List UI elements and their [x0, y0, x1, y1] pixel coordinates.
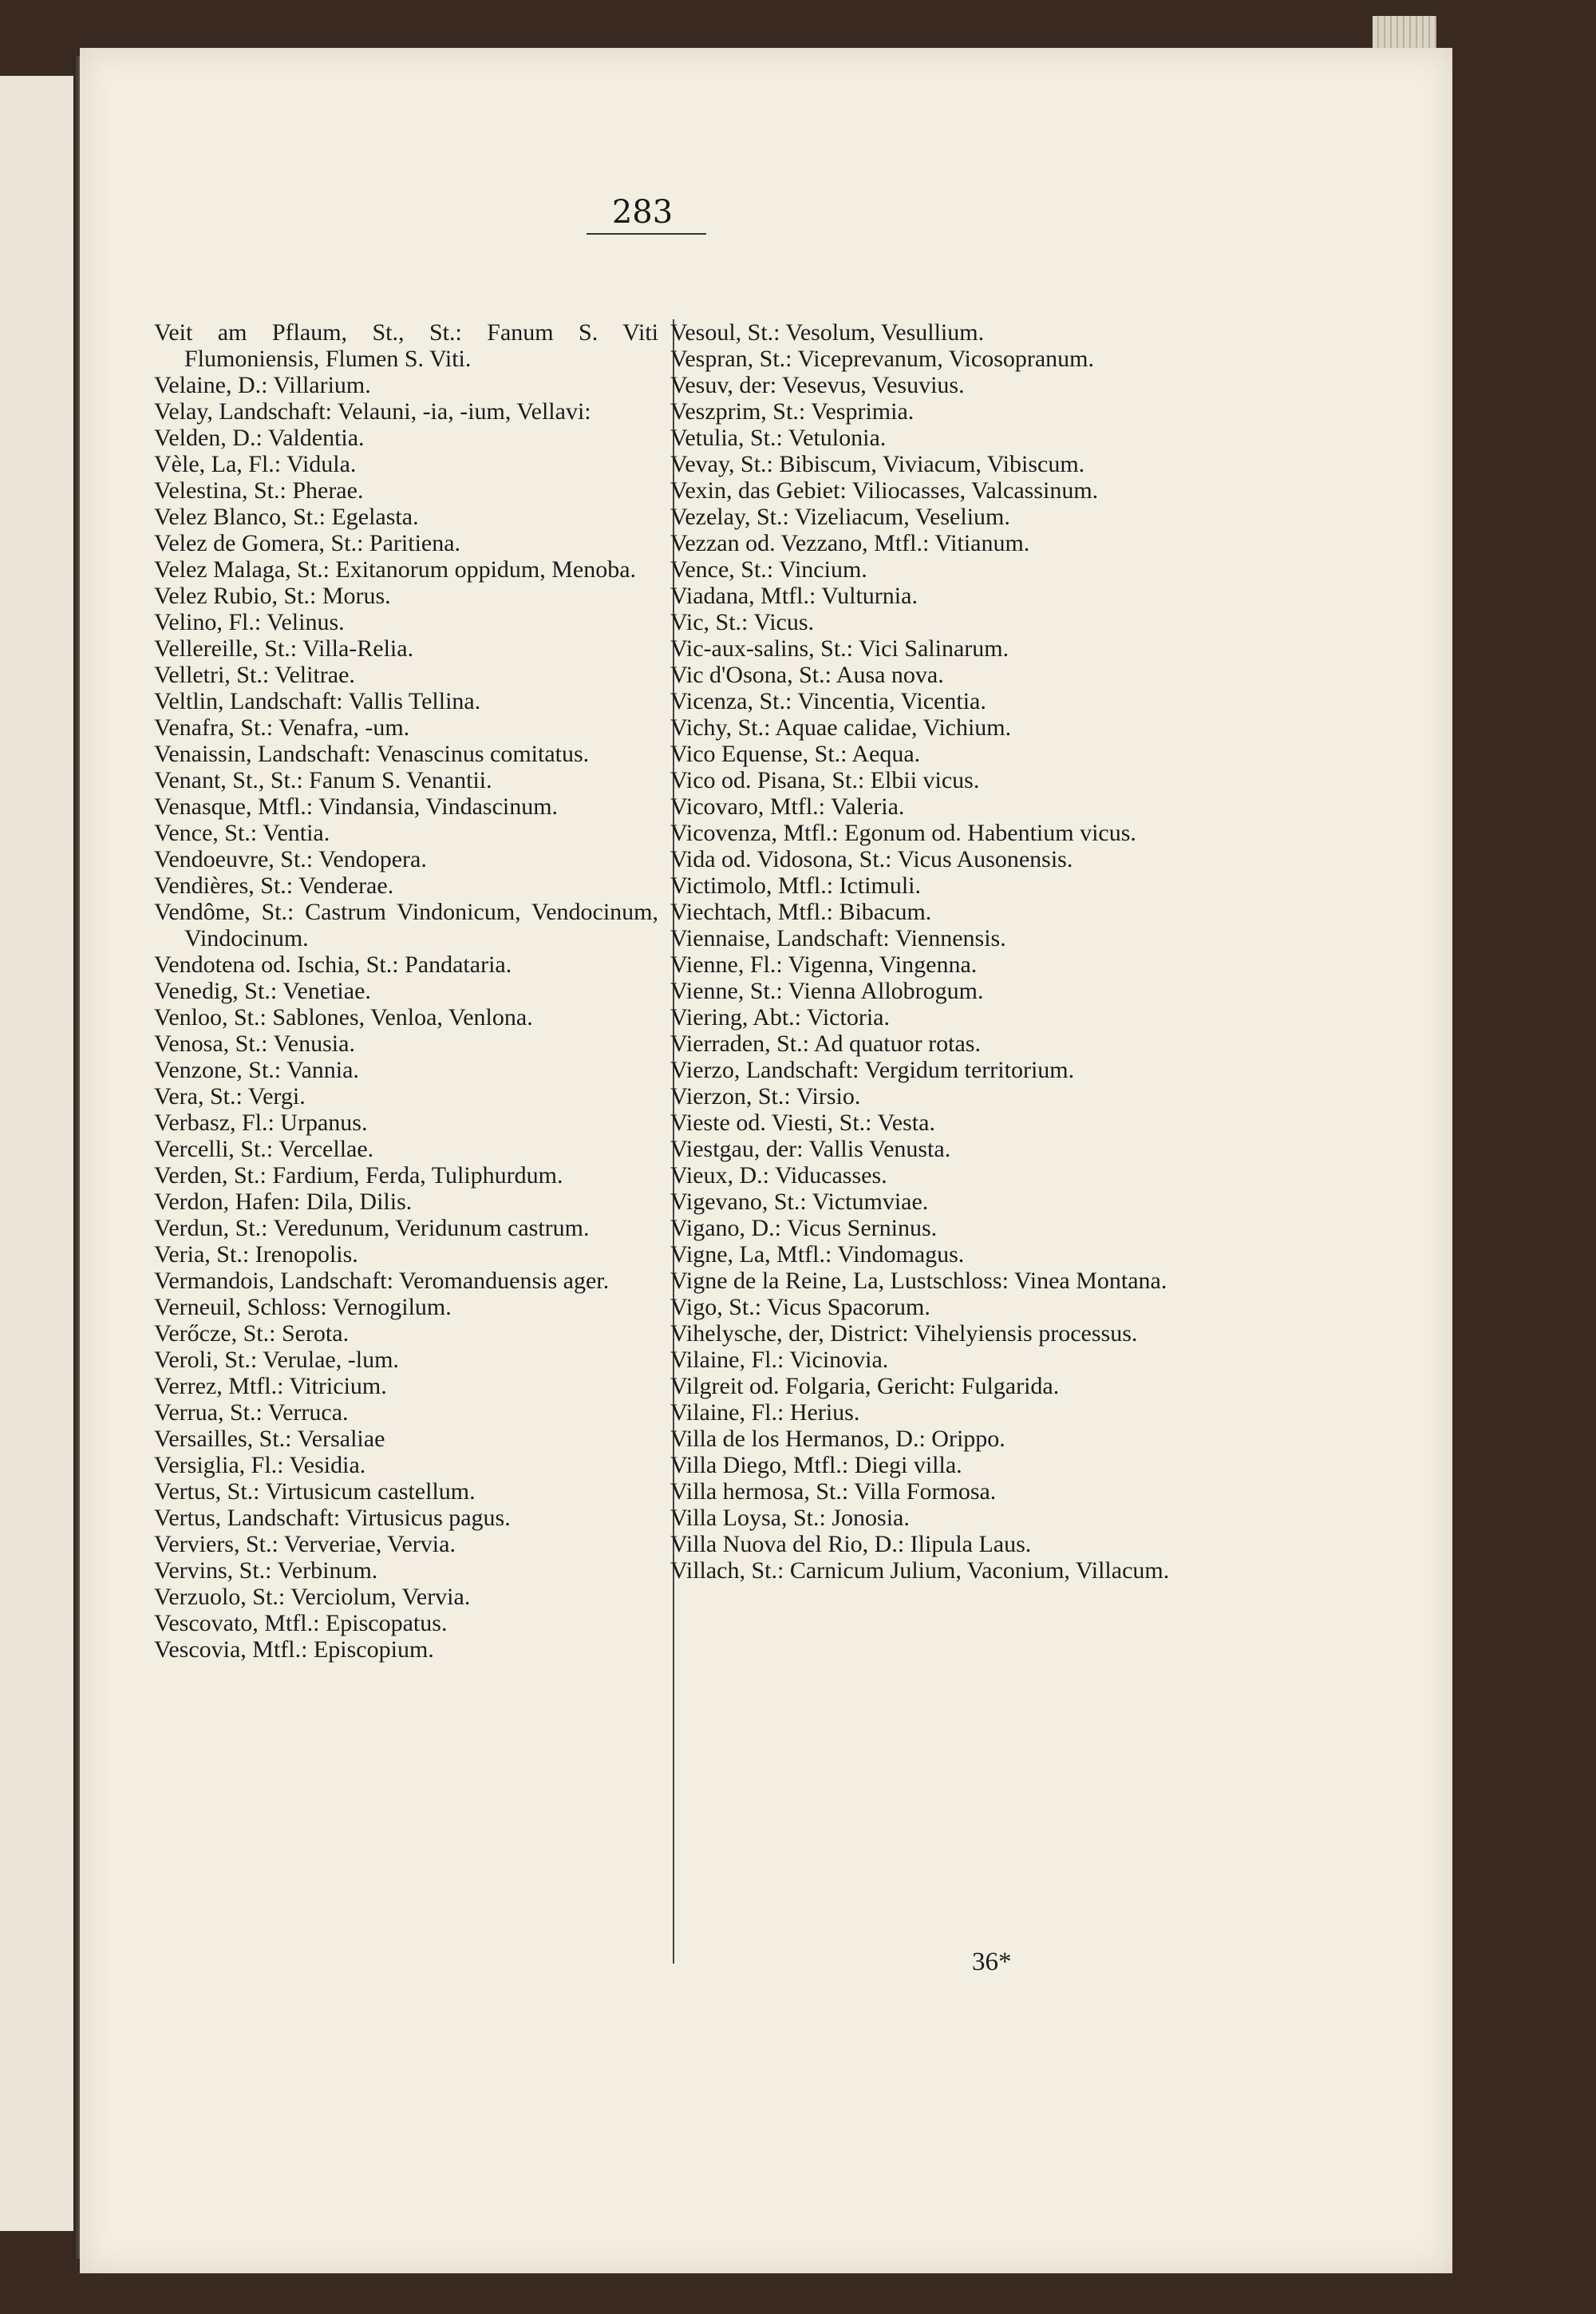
- index-entry: Velez Rubio, St.: Morus.: [154, 583, 391, 609]
- index-entry: Vence, St.: Vincium.: [670, 556, 867, 583]
- index-entry: Veria, St.: Irenopolis.: [154, 1241, 358, 1268]
- index-entry: Verbasz, Fl.: Urpanus.: [154, 1110, 368, 1136]
- index-entry: Veltlin, Landschaft: Vallis Tellina.: [154, 688, 481, 714]
- index-entry: Vezzan od. Vezzano, Mtfl.: Vitianum.: [670, 530, 1030, 556]
- index-entry: Vicovaro, Mtfl.: Valeria.: [670, 793, 905, 820]
- index-entry: Velaine, D.: Villarium.: [154, 372, 371, 398]
- index-entry: Venosa, St.: Venusia.: [154, 1030, 355, 1057]
- index-entry: Vendôme, St.: Castrum Vindonicum, Vendocinum, Vindocinum.: [154, 899, 658, 951]
- index-entry: Vendières, St.: Venderae.: [154, 872, 394, 899]
- index-entry: Vence, St.: Ventia.: [154, 820, 330, 846]
- index-entry: Vic d'Osona, St.: Ausa nova.: [670, 662, 944, 688]
- index-entry: Vescovato, Mtfl.: Episcopatus.: [154, 1610, 448, 1636]
- index-entry: Vierraden, St.: Ad quatuor rotas.: [670, 1030, 981, 1057]
- index-entry: Vigevano, St.: Victumviae.: [670, 1189, 929, 1215]
- index-entry: Vervins, St.: Verbinum.: [154, 1557, 378, 1584]
- index-entry: Viestgau, der: Vallis Venusta.: [670, 1136, 951, 1162]
- index-entry: Veit am Pflaum, St., St.: Fanum S. Viti Flumoniensis, Flumen S. Viti.: [154, 319, 658, 372]
- index-entry: Verrez, Mtfl.: Vitricium.: [154, 1373, 387, 1399]
- index-entry: Villa Nuova del Rio, D.: Ilipula Laus.: [670, 1531, 1032, 1557]
- index-entry: Vico Equense, St.: Aequa.: [670, 741, 921, 767]
- index-entry: Vermandois, Landschaft: Veromanduensis ager.: [154, 1268, 610, 1294]
- index-entry: Verdon, Hafen: Dila, Dilis.: [154, 1189, 413, 1215]
- index-entry: Vertus, Landschaft: Virtusicus pagus.: [154, 1505, 511, 1531]
- index-entry: Vetulia, St.: Vetulonia.: [670, 425, 887, 451]
- index-entry: Velay, Landschaft: Velauni, -ia, -ium, Vellavi:: [154, 398, 591, 425]
- index-entry: Velletri, St.: Velitrae.: [154, 662, 355, 688]
- index-entry: Victimolo, Mtfl.: Ictimuli.: [670, 872, 922, 899]
- index-entry: Villa Loysa, St.: Jonosia.: [670, 1505, 910, 1531]
- index-entry: Vieux, D.: Viducasses.: [670, 1162, 887, 1189]
- index-entry: Verneuil, Schloss: Vernogilum.: [154, 1294, 452, 1320]
- index-entry: Vexin, das Gebiet: Viliocasses, Valcassinum.: [670, 477, 1099, 504]
- index-entry: Vierzon, St.: Virsio.: [670, 1083, 861, 1110]
- index-entry: Verzuolo, St.: Verciolum, Vervia.: [154, 1584, 471, 1610]
- right-column: [670, 319, 1191, 1584]
- index-entry: Velez de Gomera, St.: Paritiena.: [154, 530, 461, 556]
- index-entry: Vespran, St.: Viceprevanum, Vicosopranum.: [670, 346, 1095, 372]
- index-entry: Villa de los Hermanos, D.: Orippo.: [670, 1426, 1005, 1452]
- index-entry: Vesoul, St.: Vesolum, Vesullium.: [670, 319, 985, 346]
- index-entry: Veroli, St.: Verulae, -lum.: [154, 1347, 399, 1373]
- index-entry: Vigne de la Reine, La, Lustschloss: Vinea Montana.: [670, 1268, 1167, 1294]
- index-entry: Vilaine, Fl.: Herius.: [670, 1399, 860, 1426]
- index-entry: Vezelay, St.: Vizeliacum, Veselium.: [670, 504, 1010, 530]
- index-entry: Vèle, La, Fl.: Vidula.: [154, 451, 357, 477]
- index-entry: Vicovenza, Mtfl.: Egonum od. Habentium vicus.: [670, 820, 1136, 846]
- index-entry: Velez Malaga, St.: Exitanorum oppidum, Menoba.: [154, 556, 637, 583]
- index-entry: Verdun, St.: Veredunum, Veridunum castrum.: [154, 1215, 590, 1241]
- index-entry: Venedig, St.: Venetiae.: [154, 978, 371, 1004]
- page-number: 283: [611, 194, 674, 231]
- index-entry: Vigo, St.: Vicus Spacorum.: [670, 1294, 930, 1320]
- index-entry: Velino, Fl.: Velinus.: [154, 609, 345, 635]
- index-entry: Vendotena od. Ischia, St.: Pandataria.: [154, 951, 512, 978]
- index-entry: Vera, St.: Vergi.: [154, 1083, 306, 1110]
- index-entry: Vellereille, St.: Villa-Relia.: [154, 635, 414, 662]
- index-entry: Villa hermosa, St.: Villa Formosa.: [670, 1478, 997, 1505]
- index-entry: Vico od. Pisana, St.: Elbii vicus.: [670, 767, 980, 793]
- index-entry: Verőcze, St.: Serota.: [154, 1320, 350, 1347]
- index-entry: Viechtach, Mtfl.: Bibacum.: [670, 899, 932, 925]
- index-entry: Venant, St., St.: Fanum S. Venantii.: [154, 767, 492, 793]
- index-entry: Velez Blanco, St.: Egelasta.: [154, 504, 419, 530]
- index-entry: Vic, St.: Vicus.: [670, 609, 815, 635]
- signature-mark: 36*: [972, 1948, 1012, 1976]
- index-entry: Veszprim, St.: Vesprimia.: [670, 398, 915, 425]
- index-entry: Viennaise, Landschaft: Viennensis.: [670, 925, 1006, 951]
- index-entry: Velestina, St.: Pherae.: [154, 477, 364, 504]
- index-entry: Verviers, St.: Ververiae, Vervia.: [154, 1531, 456, 1557]
- index-entry: Venzone, St.: Vannia.: [154, 1057, 359, 1083]
- index-entry: Vilaine, Fl.: Vicinovia.: [670, 1347, 889, 1373]
- left-column: [154, 319, 658, 1663]
- index-entry: Viering, Abt.: Victoria.: [670, 1004, 890, 1030]
- index-entry: Vierzo, Landschaft: Vergidum territorium.: [670, 1057, 1075, 1083]
- index-entry: Vertus, St.: Virtusicum castellum.: [154, 1478, 476, 1505]
- index-entry: Vienne, Fl.: Vigenna, Vingenna.: [670, 951, 978, 978]
- index-entry: Vihelysche, der, District: Vihelyiensis processus.: [670, 1320, 1138, 1347]
- facing-page-edge: [0, 76, 78, 2231]
- index-entry: Versailles, St.: Versaliae: [154, 1426, 385, 1452]
- index-entry: Vic-aux-salins, St.: Vici Salinarum.: [670, 635, 1009, 662]
- index-entry: Vevay, St.: Bibiscum, Viviacum, Vibiscum.: [670, 451, 1085, 477]
- index-entry: Vilgreit od. Folgaria, Gericht: Fulgarida.: [670, 1373, 1060, 1399]
- index-entry: Vieste od. Viesti, St.: Vesta.: [670, 1110, 935, 1136]
- index-entry: Vigano, D.: Vicus Serninus.: [670, 1215, 938, 1241]
- index-entry: Vercelli, St.: Vercellae.: [154, 1136, 374, 1162]
- index-entry: Versiglia, Fl.: Vesidia.: [154, 1452, 366, 1478]
- index-entry: Venafra, St.: Venafra, -um.: [154, 714, 410, 741]
- index-entry: Vida od. Vidosona, St.: Vicus Ausonensis.: [670, 846, 1073, 872]
- index-entry: Venaissin, Landschaft: Venascinus comitatus.: [154, 741, 590, 767]
- index-entry: Verden, St.: Fardium, Ferda, Tuliphurdum.: [154, 1162, 563, 1189]
- index-entry: Villach, St.: Carnicum Julium, Vaconium, Villacum.: [670, 1557, 1170, 1584]
- index-entry: Velden, D.: Valdentia.: [154, 425, 365, 451]
- index-entry: Venloo, St.: Sablones, Venloa, Venlona.: [154, 1004, 533, 1030]
- page-number-rule: [587, 233, 706, 235]
- index-entry: Venasque, Mtfl.: Vindansia, Vindascinum.: [154, 793, 559, 820]
- index-entry: Vienne, St.: Vienna Allobrogum.: [670, 978, 984, 1004]
- index-entry: Vigne, La, Mtfl.: Vindomagus.: [670, 1241, 965, 1268]
- index-entry: Vendoeuvre, St.: Vendopera.: [154, 846, 427, 872]
- index-entry: Viadana, Mtfl.: Vulturnia.: [670, 583, 918, 609]
- index-entry: Verrua, St.: Verruca.: [154, 1399, 349, 1426]
- index-entry: Vichy, St.: Aquae calidae, Vichium.: [670, 714, 1012, 741]
- index-entry: Villa Diego, Mtfl.: Diegi villa.: [670, 1452, 962, 1478]
- index-entry: Vescovia, Mtfl.: Episcopium.: [154, 1636, 434, 1663]
- index-entry: Vicenza, St.: Vincentia, Vicentia.: [670, 688, 986, 714]
- index-entry: Vesuv, der: Vesevus, Vesuvius.: [670, 372, 965, 398]
